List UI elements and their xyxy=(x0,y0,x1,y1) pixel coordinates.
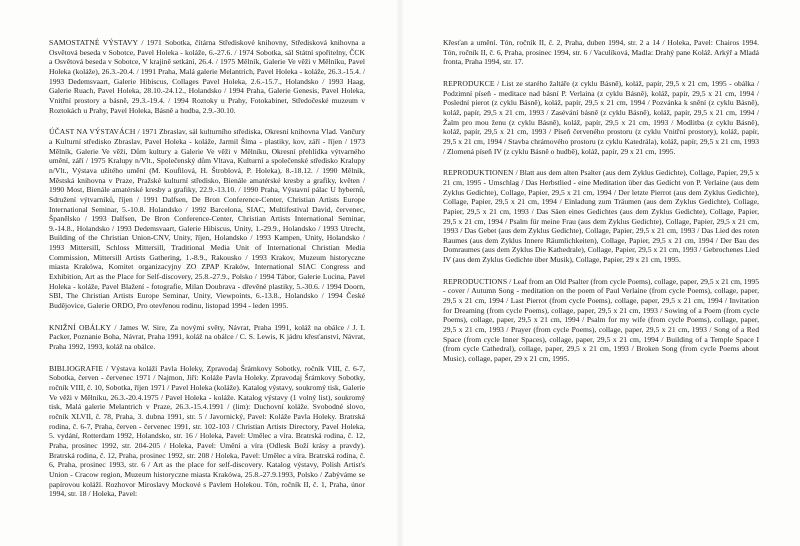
section-heading: SAMOSTATNÉ VÝSTAVY xyxy=(49,38,139,47)
left-page xyxy=(49,38,365,538)
paragraph-reprodukce xyxy=(443,79,759,156)
paragraph-text: / Leaf from an Old Psalter (from cycle Poems), collage, paper, 29,5 x 21 cm, 1995 - cover / Autumn Song - meditation on the poem of Paul Verlaine (from cycle Poems), collage, paper, 29,5 x 21 cm, 1994 / Last Pierrot (from cycle Poems), collage, paper, 29,5 x 21 cm, 1994 / Invitation for Dreaming (from cycle Poems), collage, paper, 29,5 x 21 cm, 1993 / Sowing of a Poem (from cycle Poems), collage, paper, 29,5 x 21 cm, 1994 / Psalm for my wife (from cycle Poems), collage, paper, 29,5 x 21 cm, 1993 / Prayer (from cycle Poems), collage, paper, 29,5 x 21 cm, 1993 / Song of a Red Space (from cycle Inner Spaces), collage, paper, 29,5 x 21 cm, 1994 / Building of a Temple Space I (from cycle Cathedral), collage, paper, 29,5 x 21 cm, 1993 / Broken Song (from cycle Poems about Music), collage, paper, 29 x 21 cm, 1995. xyxy=(443,276,759,364)
paragraph-text: / List ze starého žaltáře (z cyklu Básně), koláž, papír, 29,5 x 21 cm, 1995 - obálka / Podzimní píseň - meditace nad básní P. Verlaina (z cyklu Básně), koláž, papír, 29,5 x 21 cm, 1994 / Poslední pierot (z cyklu Básně), koláž, papír, 29,5 x 21 cm, 1994 / Pozvánka k snění (z cyklu Básně), koláž, papír, 29,5 x 21 cm, 1993 / Zasévání básně (z cyklu Básně), koláž, papír, 29,5 x 21 cm, 1994 / Žalm pro mou ženu (z cyklu Básně), koláž, papír, 29,5 x 21 cm, 1993 / Modlitba (z cyklu Básně), koláž, papír, 29,5 x 21 cm, 1993 / Píseň červeného prostoru (z cyklu Vnitřní prostory), koláž, papír, 29,5 x 21 cm, 1994 / Stavba chrámového prostoru (z cyklu Katedrála), koláž, papír, 29,5 x 21 cm, 1993 / Zlomená píseň IV (z cyklu Básně o hudbě), koláž, papír, 29 x 21 cm, 1995. xyxy=(443,78,759,156)
paragraph-bibliografie-continued xyxy=(443,38,759,67)
paragraph-knizni-obalky xyxy=(49,323,365,352)
section-heading: REPRODUKCE xyxy=(443,78,495,88)
book-gutter xyxy=(396,0,404,546)
paragraph-reproduktionen xyxy=(443,168,759,265)
paragraph-text: Křesťan a umění. Tón, ročník II, č. 2, Praha, duben 1994, str. 2 a 14 / Holeka, Pavel: Chairos 1994. Tón, ročník II, č. 6, Praha, prosinec 1994, str. 6 / Vaculíková, Madla: Drahý pane Koláž. Arkýř a Mladá fronta, Praha 1994, str. 17. xyxy=(443,38,759,67)
paragraph-text: / Výstava koláží Pavla Holeky, Zpravodaj Šrámkovy Sobotky, ročník VIII, č. 6-7, Sobotka, červen - červenec 1971 / Najmon, Jiří: Koláže Pavla Holeky. Zpravodaj Šrámkovy Sobotky, ročník VIII, č. 10, Sobotka, říjen 1971 / Pavel Holeka (koláže). Katalog výstavy, soukromý tisk, Galerie Ve věži v Mělníku, 26.3.-20.4.1975 / Pavel Holeka - koláže. Katalog výstavy (1 volný list), soukromý tisk, Malá galerie Melantrich v Praze, 26.3.-15.4.1991 / (lim): Duchovní koláže. Svobodné slovo, ročník XLVII, č. 78, Praha, 3. dubna 1991, str. 5 / Javornický, Pavel: Koláže Pavla Holeky. Bratrská rodina, č. 6-7, Praha, červen - červenec 1991, str. 102-103 / Christian Artists Directory, Pavel Holeka, 5. vydání, Rotterdam 1992, Holandsko, str. 16 / Holeka, Pavel: Umělec a víra. Bratrská rodina, č. 12, Praha, prosinec 1992, str. 204-205 / Holeka, Pavel: Umění a víra (Odlesk Boží krásy a pravdy). Bratrská rodina, č. 12, Praha, prosinec 1992, str. 208 / Holeka, Pavel: Umělec a víra. Bratrská rodina, č. 6, Praha, prosinec 1993, str. 6 / Art as the place for self-discovery. Katalog výstavy, Polish Artist's Union - Cracow region, Muzeum historyczne miasta Krakówa, 25.8.-27.9.1993, Polsko / Zabýváme se papírovou koláží. Rozhovor Miroslavy Mockové s Pavlem Holekou. Tón, ročník II, č. 1, Praha, únor 1994, str. 18 / Holeka, Pavel: xyxy=(49,363,365,499)
section-heading: ÚČAST NA VÝSTAVÁCH xyxy=(49,127,136,137)
paragraph-reproductions xyxy=(443,277,759,364)
section-heading: BIBLIOGRAFIE xyxy=(49,363,103,373)
paragraph-bibliografie xyxy=(49,364,365,499)
paragraph-text: / 1971 Zbraslav, sál kulturního střediska, Okresní knihovna Vlad. Vančury a Kulturní středisko Zbraslav, Pavel Holeka - koláže, Jarmil Šíma - plastiky, kov, září - říjen / 1973 Mělník, Galerie Ve věži, Dům kultury a Galerie Ve věži v Mělníku, Okresní přehlídka výtvarného umění, září / 1975 Kralupy n/Vlt., Společenský dům Vltava, Kulturní a společenské středisko Kralupy n/Vlt., Výstava užitého umění (M. Koufilová, H. Štroblová, P. Holeka), 8.-18.12. / 1990 Mělník, Městská knihovna v Praze, Pražské kulturní středisko, Bienále amatérské kresby a grafiky, květen / 1990 Most, Bienále amatérské kresby a grafiky, 22.9.-13.10. / 1990 Praha, Výstavní pálac U hybernů, Sdružení výtvarníků, říjen / 1991 Dalfsen, De Bron Conference-Center, Christian Artists Europe International Seminar, 5.-10.8. Holandsko / 1992 Barcelona, SIAC, Multifestival David, červenec, Španělsko / 1993 Dalfsen, De Bron Conference-Center, Christian Artists International Seminar, 9.-14.8., Holandsko / 1993 Dedemsvaart, Galerie Hibiscus, Unity, 1.-29.9., Holandsko / 1993 Utrecht, Building of the Christian Union-CNV, Unity, říjen, Holandsko / 1993 Kampen, Unity, Holandsko / 1993 Mittersill, Schloss Mittersill, Traditional Media Unit of International Christian Media Commission, Mittersill Artists Gathering, 1.-8.9., Rakousko / 1993 Krakov, Muzeum historyczne miasta Krakówa, Komitet organizacyjny ZO ZPAP Kraków, International SIAC Congress and Exhibition, Art as the Place for Self-discovery, 25.8.-27.9., Polsko / 1994 Tábor, Galerie Lucina, Pavel Holeka - koláže, Pavel Blažení - fotografie, Milan Doubrava - dřevěné plastiky, 5.-30.6. / 1994 Doorn, SBI, The Christian Artists Europe Seminar, Unity, Viewpoints, 6.-13.8., Holandsko / 1994 České Budějovice, Galerie ORDO, Pro otevřenou rodinu, listopad 1994 - leden 1995. xyxy=(49,127,365,311)
paragraph-text: / 1971 Sobotka, čítárna Střediskové knihovny, Středisková knihovna a Osvětová beseda v Sobotce, Pavel Holeka - koláže, 6.-27.6. / 1974 Sobotka, sál Státní spořitelny, ČCK a Osvětová beseda v Sobotce, V krajině setkání, 26.4. / 1975 Mělník, Galerie Ve věži v Mělníku, Pavel Holeka (koláže), 26.3.-20.4. / 1991 Praha, Malá galerie Melantrich, Pavel Holeka - koláže, 26.3.-15.4. / 1993 Dedemsvaart, Galerie Hibiscus, Collages Pavel Holeka, 2.6.-15.7., Holandsko / 1993 Haag, Galerie Ruach, Pavel Holeka, 28.10.-24.12., Holandsko / 1994 Praha, Galerie Genesis, Pavel Holeka, Vnitřní prostory a básně, 29.3.-19.4. / 1994 Roztoky u Prahy, Fotokabinet, Středočeské muzeum v Roztokách u Prahy, Pavel Holeka, Básně a hudba, 2.9.-30.10. xyxy=(49,38,365,115)
paragraph-ucast-na-vystavach xyxy=(49,127,365,310)
paragraph-samostatne-vystavy xyxy=(49,38,365,115)
section-heading: REPRODUCTIONS xyxy=(443,276,508,286)
paragraph-text: / Blatt aus dem alten Psalter (aus dem Zyklus Gedichte), Collage, Papier, 29,5 x 21 cm, 1995 - Umschlag / Das Herbstlied - eine Meditation über das Gedicht von P. Verlaine (aus dem Zyklus Gedichte), Collage, Papier, 29,5 x 21 cm, 1994 / Der letzte Pierrot (aus dem Zyklus Gedichte), Collage, Papier, 29,5 x 21 cm, 1994 / Einladung zum Träumen (aus dem Zyklus Gedichte), Collage, Papier, 29,5 x 21 cm, 1993 / Das Säen eines Gedichtes (aus dem Zyklus Gedichte), Collage, Papier, 29,5 x 21 cm, 1994 / Psalm für meine Frau (aus dem Zyklus Gedichte), Collage, Papier, 29,5 x 21 cm, 1993 / Das Gebet (aus dem Zyklus Gedichte), Collage, Papier, 29,5 x 21 cm, 1993 / Das Lied des roten Raumes (aus dem Zyklus Innere Räumlichkeiten), Collage, Papier, 29,5 x 21 cm, 1994 / Der Bau des Domraumes (aus dem Zyklus Die Kathedrale), Collage, Papier, 29,5 x 21 cm, 1993 / Gebrochenes Lied IV (aus dem Zyklus Gedichte über Musik), Collage, Papier, 29 x 21 cm, 1995. xyxy=(443,168,759,265)
section-heading: REPRODUKTIONEN xyxy=(443,168,514,178)
paragraph-text: / James W. Sire, Za novými světy, Návrat, Praha 1991, koláž na obálce / J. I. Packer, Poznanie Boha, Návrat, Praha 1991, koláž na obálce / C. S. Lewis, K jádru křesťanství, Návrat, Praha 1992, 1993, koláž na obálce. xyxy=(49,322,365,352)
right-page xyxy=(443,38,759,538)
section-heading: KNIŽNÍ OBÁLKY xyxy=(49,322,112,332)
